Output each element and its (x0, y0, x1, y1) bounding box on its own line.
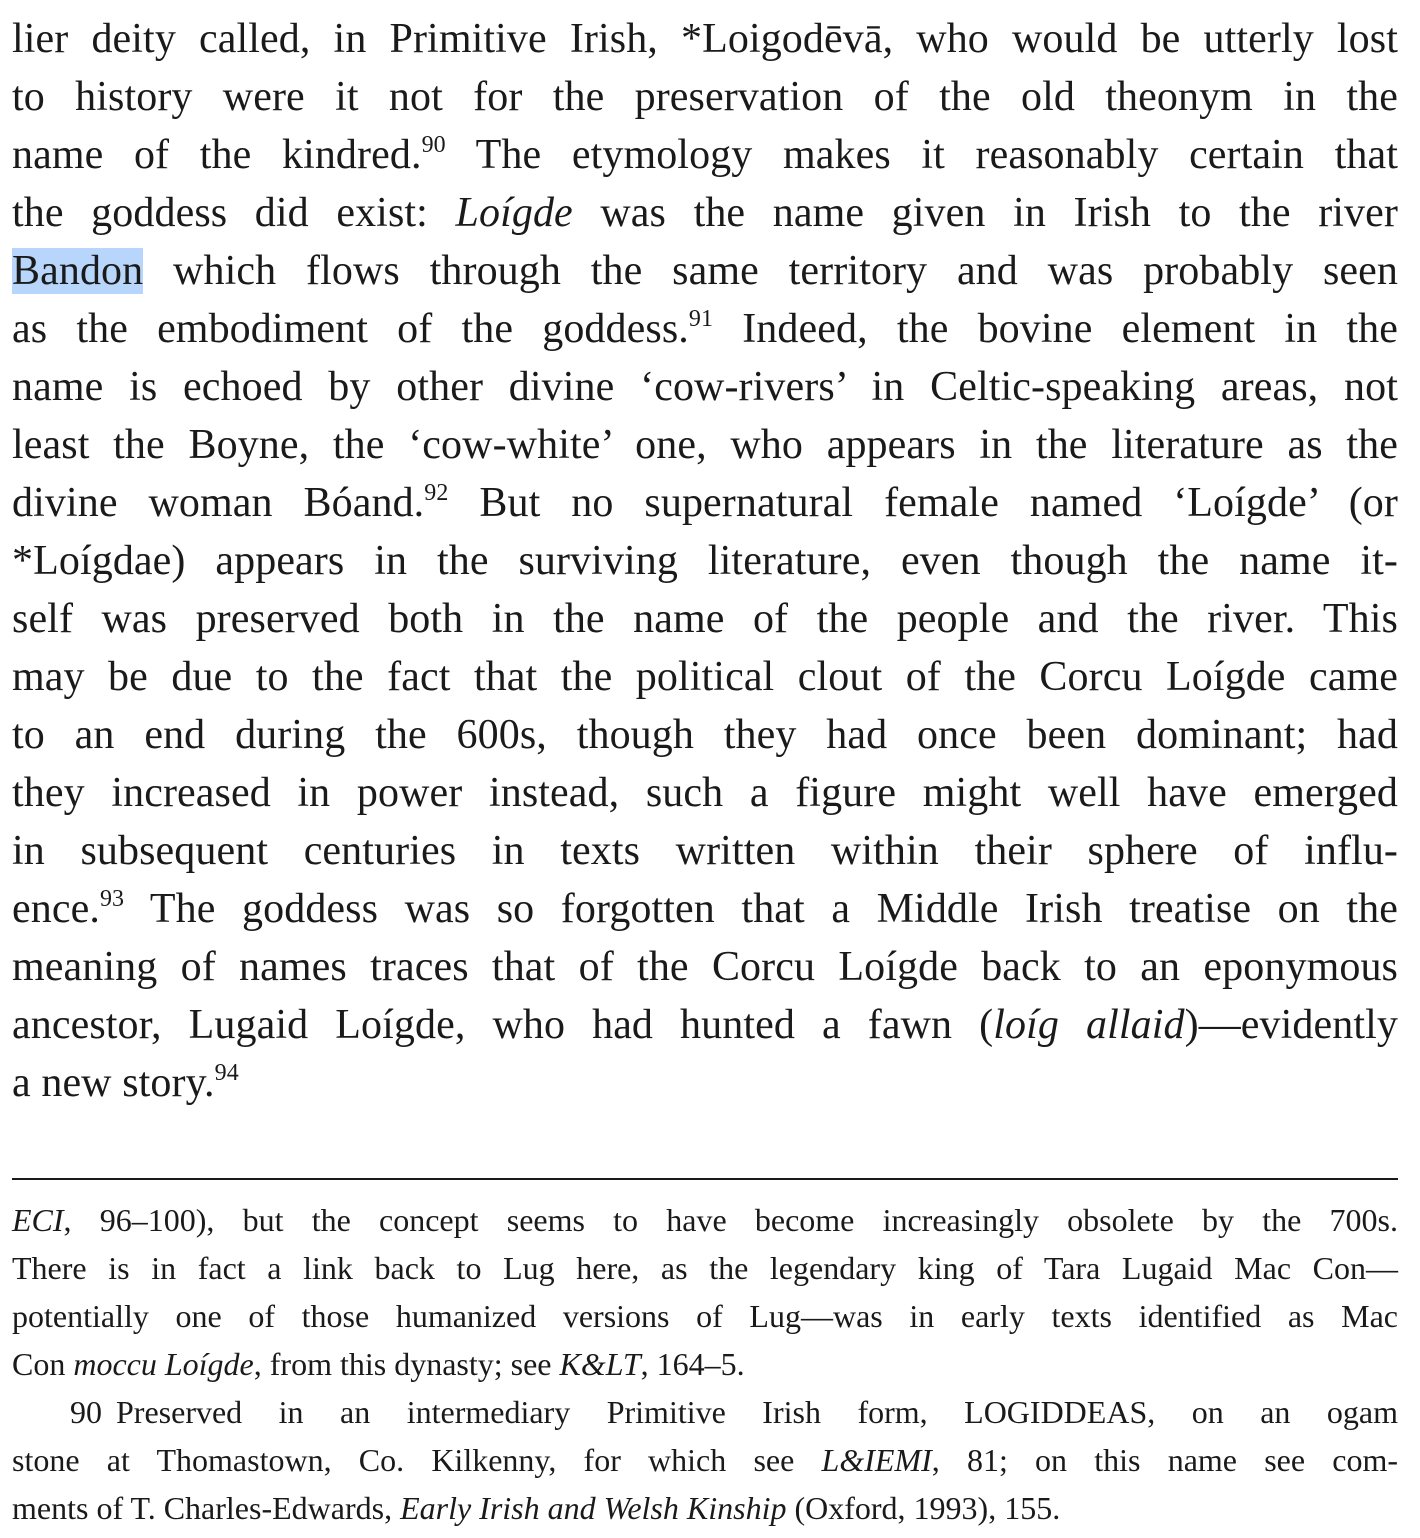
text-run: as the embodiment of the goddess. (12, 306, 689, 352)
italic-ref: ECI (12, 1202, 64, 1238)
footnote-divider (12, 1178, 1398, 1180)
footnotes (12, 1196, 1398, 1532)
text-line: they increased in power instead, such a figure might well have emerged (12, 770, 1398, 816)
text-run: , from this dynasty; see (253, 1346, 560, 1382)
text-run: a new story. (12, 1060, 215, 1106)
text-line (12, 996, 1398, 1054)
text-run: the goddess did exist: (12, 190, 456, 236)
footnote-ref-94[interactable]: 94 (214, 1060, 239, 1086)
text-line: to an end during the 600s, though they had once been dominant; had (12, 712, 1398, 758)
main-paragraph (12, 10, 1398, 1112)
footnote-ref-91[interactable]: 91 (688, 306, 714, 332)
footnote-number-90: 90 (70, 1394, 102, 1430)
text-line (12, 474, 1398, 532)
text-run: , 96–100), but the concept seems to have become increasingly obsolete by the 700s. (63, 1202, 1398, 1238)
text-line (12, 126, 1398, 184)
text-run: Con (12, 1346, 74, 1382)
text-line (12, 880, 1398, 938)
text-run: The goddess was so forgotten that a Middle Irish treatise on the (124, 886, 1398, 932)
italic-ref: K&LT (559, 1346, 641, 1382)
text-run: stone at Thomastown, Co. Kilkenny, for which see (12, 1442, 822, 1478)
footnote-line (12, 1484, 1398, 1532)
footnote-line (12, 1436, 1398, 1484)
text-run: name of the kindred. (12, 132, 422, 178)
italic-term: Loígde (455, 190, 573, 236)
footnote-line (12, 1196, 1398, 1244)
italic-ref: Early Irish and Welsh Kinship (400, 1490, 787, 1526)
text-run: divine woman Bóand. (12, 480, 425, 526)
text-run: Preserved in an intermediary Primitive Irish form, LOGIDDEAS, on an ogam (116, 1394, 1398, 1430)
footnote-line: potentially one of those humanized versions of Lug—was in early texts identified as Mac (12, 1298, 1398, 1334)
italic-ref: moccu Loígde (73, 1346, 254, 1382)
text-line: to history were it not for the preservation of the old theonym in the (12, 74, 1398, 120)
text-line: lier deity called, in Primitive Irish, *Loigodēvā, who would be utterly lost (12, 16, 1398, 62)
text-run: ence. (12, 886, 100, 932)
text-run: )—evidently (1184, 1002, 1398, 1048)
italic-term: loíg allaid (993, 1002, 1185, 1048)
text-run: (Oxford, 1993), 155. (786, 1490, 1061, 1526)
footnote-ref-92[interactable]: 92 (424, 480, 449, 506)
text-run: Indeed, the bovine element in the (713, 306, 1399, 352)
text-line: *Loígdae) appears in the surviving literature, even though the name it- (12, 538, 1398, 584)
text-line: name is echoed by other divine ‘cow-rivers’ in Celtic-speaking areas, not (12, 364, 1398, 410)
text-line: in subsequent centuries in texts written within their sphere of influ- (12, 828, 1398, 874)
text-run: ancestor, Lugaid Loígde, who had hunted a fawn ( (12, 1002, 994, 1048)
text-run: which flows through the same territory and was probably seen (143, 248, 1398, 294)
footnote-line: There is in fact a link back to Lug here, as the legendary king of Tara Lugaid Mac Con— (12, 1250, 1398, 1286)
footnote-line (12, 1340, 1398, 1388)
italic-ref: L&IEMI (821, 1442, 932, 1478)
text-run: , 164–5. (640, 1346, 745, 1382)
text-line: self was preserved both in the name of the people and the river. This (12, 596, 1398, 642)
text-run: ments of T. Charles-Edwards, (12, 1490, 401, 1526)
text-line: meaning of names traces that of the Corcu Loígde back to an eponymous (12, 944, 1398, 990)
text-line (12, 184, 1398, 242)
document-page (12, 0, 1399, 1526)
text-line (12, 300, 1398, 358)
footnote-ref-93[interactable]: 93 (99, 886, 125, 912)
footnote-ref-90[interactable]: 90 (421, 132, 446, 158)
text-run: was the name given in Irish to the river (572, 190, 1398, 236)
text-line (12, 1054, 1398, 1112)
text-line (12, 242, 1398, 300)
text-run: The etymology makes it reasonably certain that (445, 132, 1398, 178)
footnote-line (12, 1388, 1398, 1436)
text-line: may be due to the fact that the political clout of the Corcu Loígde came (12, 654, 1398, 700)
selected-word[interactable]: Bandon (12, 248, 144, 294)
text-run: But no supernatural female named ‘Loígde’ (or (448, 480, 1398, 526)
text-line: least the Boyne, the ‘cow-white’ one, who appears in the literature as the (12, 422, 1398, 468)
text-run: , 81; on this name see com- (931, 1442, 1399, 1478)
